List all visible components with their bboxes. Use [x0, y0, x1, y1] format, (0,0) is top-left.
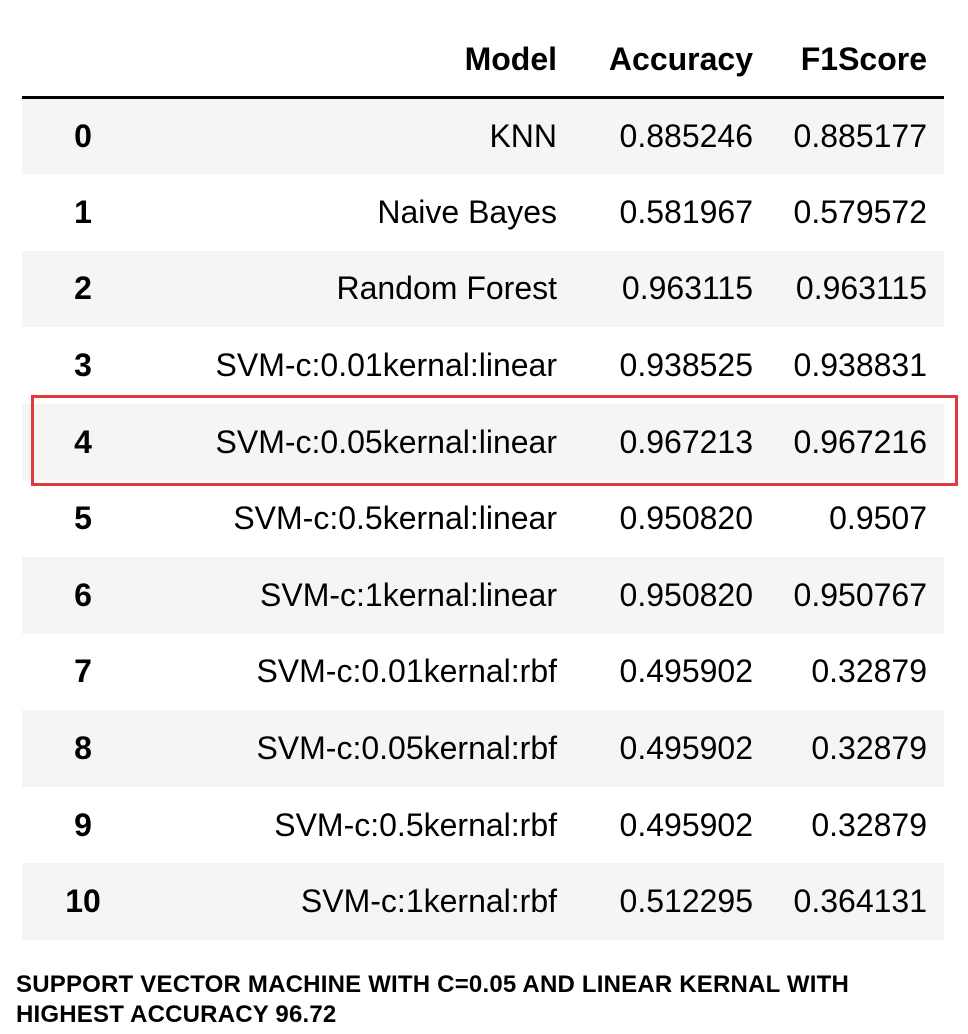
table-row [22, 863, 944, 940]
f1-cell: 0.364131 [793, 883, 927, 920]
model-cell: Naive Bayes [377, 193, 557, 230]
f1-cell: 0.885177 [793, 118, 927, 155]
caption [16, 970, 936, 1030]
row-index [22, 404, 122, 481]
table-row [22, 98, 944, 175]
accuracy-cell: 0.581967 [619, 193, 753, 230]
row-index-label: 0 [74, 118, 92, 155]
header-row [22, 22, 944, 98]
accuracy-cell: 0.950820 [619, 576, 753, 613]
header-index [22, 22, 122, 98]
model-cell: Random Forest [336, 270, 557, 307]
accuracy-cell: 0.885246 [619, 118, 753, 155]
model-cell: SVM-c:0.05kernal:rbf [256, 730, 557, 767]
accuracy-cell: 0.967213 [619, 423, 753, 460]
row-index-label: 8 [74, 730, 92, 767]
accuracy-cell: 0.495902 [619, 730, 753, 767]
row-index [22, 787, 122, 864]
accuracy-cell: 0.950820 [619, 500, 753, 537]
row-index [22, 98, 122, 175]
f1-cell: 0.938831 [793, 347, 927, 384]
table-body [22, 98, 944, 941]
row-index [22, 251, 122, 328]
row-index [22, 480, 122, 557]
table-row [22, 174, 944, 251]
model-cell: SVM-c:0.05kernal:linear [215, 423, 557, 460]
row-index-label: 7 [74, 653, 92, 690]
table-row-highlighted [22, 404, 944, 481]
f1-cell: 0.579572 [793, 193, 927, 230]
row-index-label: 1 [74, 193, 92, 230]
f1-cell: 0.950767 [793, 576, 927, 613]
model-cell: SVM-c:0.01kernal:linear [215, 347, 557, 384]
row-index-label: 3 [74, 347, 92, 384]
table-row [22, 251, 944, 328]
model-cell: SVM-c:0.01kernal:rbf [256, 653, 557, 690]
table-row [22, 327, 944, 404]
table-row [22, 557, 944, 634]
f1-cell: 0.32879 [811, 653, 927, 690]
table-row [22, 787, 944, 864]
row-index [22, 327, 122, 404]
accuracy-cell: 0.938525 [619, 347, 753, 384]
row-index-label: 4 [74, 423, 92, 460]
accuracy-cell: 0.512295 [619, 883, 753, 920]
results-table [22, 22, 944, 940]
header-model: Model [122, 22, 574, 98]
row-index-label: 5 [74, 500, 92, 537]
caption-line-2: HIGHEST ACCURACY 96.72 [16, 1001, 337, 1028]
header-accuracy: Accuracy [574, 22, 770, 98]
caption-line-1: SUPPORT VECTOR MACHINE WITH C=0.05 AND LINEAR KERNAL WITH [16, 971, 850, 998]
row-index-label: 2 [74, 270, 92, 307]
table-row [22, 634, 944, 711]
f1-cell: 0.9507 [829, 500, 927, 537]
f1-cell: 0.967216 [793, 423, 927, 460]
table-row [22, 480, 944, 557]
row-index [22, 863, 122, 940]
row-index [22, 710, 122, 787]
table-header [22, 22, 944, 98]
row-index-label: 9 [74, 806, 92, 843]
model-cell: SVM-c:1kernal:rbf [300, 883, 557, 920]
accuracy-cell: 0.963115 [621, 270, 753, 307]
table-row [22, 710, 944, 787]
model-cell: SVM-c:0.5kernal:rbf [274, 806, 557, 843]
header-f1score: F1Score [770, 22, 944, 98]
f1-cell: 0.32879 [811, 730, 927, 767]
f1-cell: 0.963115 [795, 270, 927, 307]
row-index [22, 174, 122, 251]
model-cell: SVM-c:1kernal:linear [260, 576, 557, 613]
row-index [22, 557, 122, 634]
row-index-label: 6 [74, 576, 92, 613]
accuracy-cell: 0.495902 [619, 806, 753, 843]
row-index [22, 634, 122, 711]
row-index-label: 10 [65, 883, 101, 920]
model-cell: KNN [489, 118, 557, 155]
accuracy-cell: 0.495902 [619, 653, 753, 690]
model-cell: SVM-c:0.5kernal:linear [233, 500, 557, 537]
f1-cell: 0.32879 [811, 806, 927, 843]
results-table-container [22, 22, 944, 940]
